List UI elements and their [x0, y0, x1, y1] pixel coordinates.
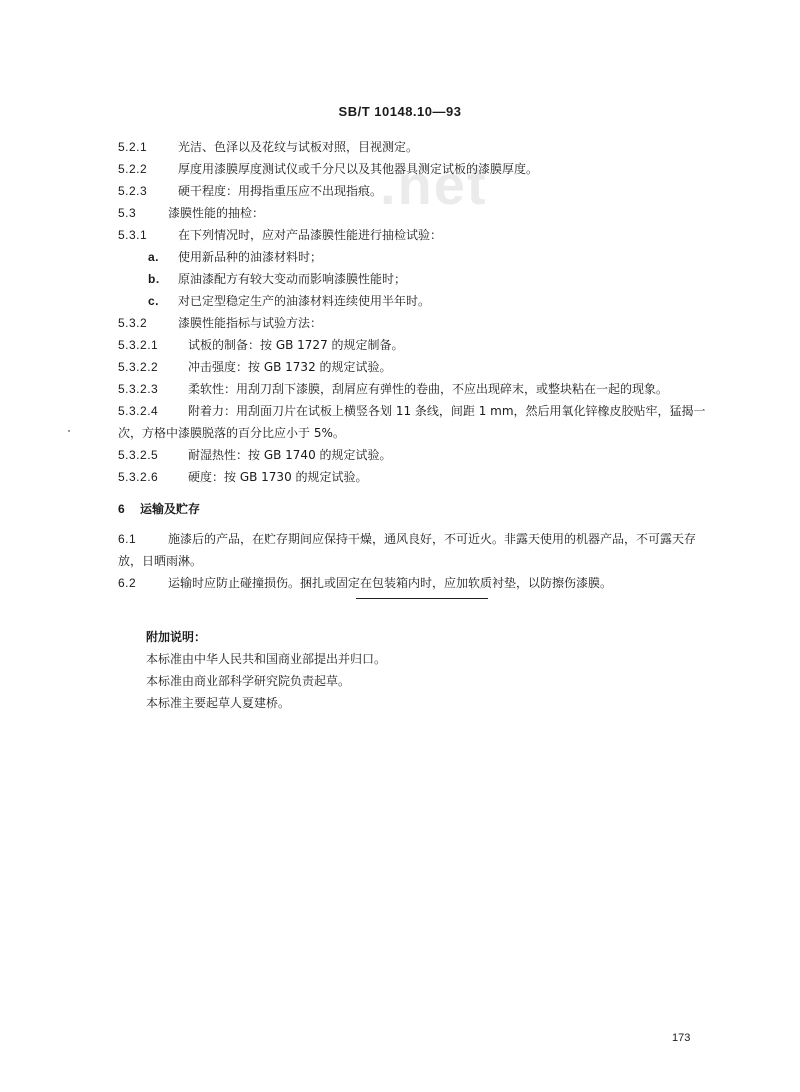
clause-5-3-2-1	[118, 334, 718, 356]
document-body	[118, 136, 718, 594]
clause-number: 5.2.3	[118, 184, 148, 198]
page-header: SB/T 10148.10—93	[338, 104, 462, 119]
list-text: 使用新品种的油漆材料时；	[178, 250, 323, 264]
clause-number: 5.2.1	[118, 140, 148, 154]
clause-text: 光洁、色泽以及花纹与试板对照，目视测定。	[178, 140, 419, 154]
clause-5-2-1	[118, 136, 718, 158]
clause-5-3-2-3	[118, 378, 718, 400]
note-line: 本标准主要起草人夏建桥。	[146, 696, 291, 710]
clause-number: 5.3.2	[118, 316, 148, 330]
clause-number: 5.3.2.3	[118, 382, 159, 396]
additional-notes	[146, 626, 386, 714]
list-item-a	[118, 246, 718, 268]
clause-5-3-1	[118, 224, 718, 246]
clause-text: 附着力：用刮面刀片在试板上横竖各划 11 条线，间距 1 mm，然后用氧化锌橡皮胶贴牢，猛揭一次，方格中漆膜脱落的百分比应小于 5%。	[118, 404, 706, 440]
list-marker: a.	[148, 250, 160, 264]
clause-5-3-2-2	[118, 356, 718, 378]
clause-text: 运输时应防止碰撞损伤。捆扎或固定在包装箱内时，应加软质衬垫，以防擦伤漆膜。	[168, 576, 613, 590]
clause-text: 硬度：按 GB 1730 的规定试验。	[188, 470, 368, 484]
notes-heading: 附加说明：	[146, 630, 207, 644]
clause-text: 试板的制备：按 GB 1727 的规定制备。	[188, 338, 404, 352]
clause-text: 漆膜性能指标与试验方法：	[178, 316, 323, 330]
clause-text: 厚度用漆膜厚度测试仪或千分尺以及其他器具测定试板的漆膜厚度。	[178, 162, 539, 176]
clause-number: 5.3.2.2	[118, 360, 159, 374]
list-item-b	[118, 268, 718, 290]
note-line: 本标准由商业部科学研究院负责起草。	[146, 674, 351, 688]
clause-6-2	[118, 572, 718, 594]
list-text: 原油漆配方有较大变动而影响漆膜性能时；	[178, 272, 407, 286]
clause-5-3-2-4	[118, 400, 718, 444]
clause-number: 5.3.2.4	[118, 404, 159, 418]
watermark: .net	[380, 153, 488, 216]
clause-6-1	[118, 528, 718, 572]
clause-5-3-2-6	[118, 466, 718, 488]
clause-number: 5.3.2.5	[118, 448, 159, 462]
scan-speck	[68, 430, 70, 432]
list-marker: b.	[148, 272, 160, 286]
end-rule	[356, 598, 488, 599]
clause-number: 6.1	[118, 532, 137, 546]
clause-number: 5.3.1	[118, 228, 148, 242]
clause-number: 5.2.2	[118, 162, 148, 176]
clause-text: 施漆后的产品，在贮存期间应保持干燥，通风良好，不可近火。非露天使用的机器产品，不可露天存放，日晒雨淋。	[118, 532, 697, 568]
clause-5-2-3	[118, 180, 718, 202]
clause-text: 冲击强度：按 GB 1732 的规定试验。	[188, 360, 392, 374]
list-text: 对已定型稳定生产的油漆材料连续使用半年时。	[178, 294, 431, 308]
list-marker: c.	[148, 294, 160, 308]
clause-text: 柔软性：用刮刀刮下漆膜，刮屑应有弹性的卷曲，不应出现碎末，或整块粘在一起的现象。	[188, 382, 669, 396]
clause-text: 漆膜性能的抽检：	[168, 206, 265, 220]
section-title: 运输及贮存	[140, 502, 201, 516]
clause-5-2-2	[118, 158, 718, 180]
clause-5-3-2	[118, 312, 718, 334]
page-number: 173	[672, 1032, 691, 1044]
clause-text: 耐湿热性：按 GB 1740 的规定试验。	[188, 448, 392, 462]
clause-number: 6.2	[118, 576, 137, 590]
section-number: 6	[118, 502, 126, 516]
clause-number: 5.3.2.1	[118, 338, 159, 352]
clause-number: 5.3.2.6	[118, 470, 159, 484]
clause-text: 硬干程度：用拇指重压应不出现指痕。	[178, 184, 383, 198]
section-6-heading	[118, 498, 718, 520]
clause-text: 在下列情况时，应对产品漆膜性能进行抽检试验：	[178, 228, 443, 242]
clause-5-3	[118, 202, 718, 224]
note-line: 本标准由中华人民共和国商业部提出并归口。	[146, 652, 387, 666]
clause-5-3-2-5	[118, 444, 718, 466]
list-item-c	[118, 290, 718, 312]
clause-number: 5.3	[118, 206, 137, 220]
